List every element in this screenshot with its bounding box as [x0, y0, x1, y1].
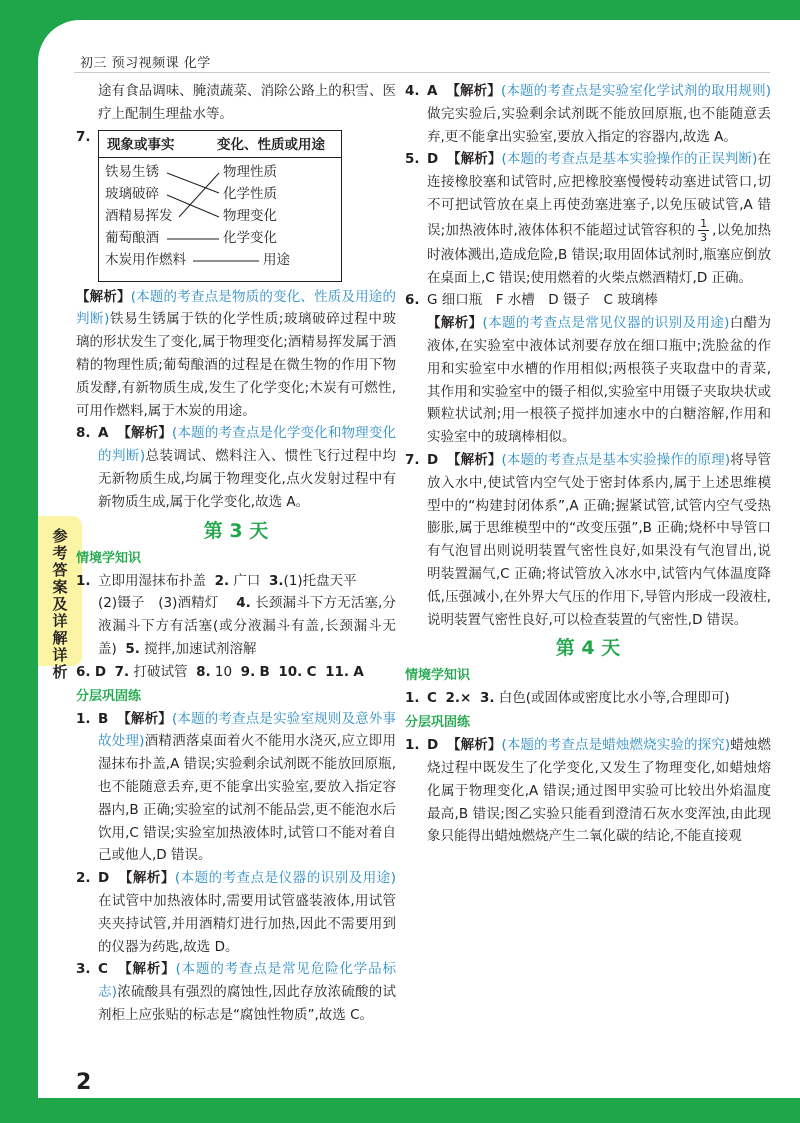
knowledge-1-5: 1. 立即用湿抹布扑盖 2. 广口 3.(1)托盘天平 (2)镊子 (3)酒精灯 4. 长颈漏斗下方无活塞,分液漏斗下方有活塞(或分液漏斗有盖,长颈漏斗无盖) 5. 搅拌,加速试剂溶解 — [76, 572, 396, 657]
match-right-item: 化学变化 — [223, 229, 277, 246]
matching-table — [98, 130, 342, 282]
match-left-item: 玻璃破碎 — [105, 185, 159, 202]
fraction: $\frac{1}{3}$ — [700, 216, 708, 244]
consolidate-6: 6. G 细口瓶 F 水槽 D 镊子 C 玻璃棒 — [405, 292, 658, 309]
day-4-heading: 第 4 天 — [555, 637, 621, 660]
day4-consolidate-1: 1. D 【解析】(本题的考查点是蜡烛燃烧实验的探究)蜡烛燃烧过程中既发生了化学变化,又发生了物理变化,如蜡烛熔化属于物理变化,A 错误;通过图甲实验可比较出外焰温度最高,B 错误;图乙实验只能看到澄清石灰水变浑浊,由此现象只能得出蜡烛燃烧产生二氧化碳的结论,不能直接观 — [405, 737, 771, 845]
match-left-item: 葡萄酿酒 — [105, 229, 159, 246]
match-right-item: 化学性质 — [223, 185, 277, 202]
match-right-item: 用途 — [263, 251, 290, 268]
consolidate-4: 4. A 【解析】(本题的考查点是实验室化学试剂的取用规则)做完实验后,实验剩余试剂既不能放回原瓶,也不能随意丢弃,更不能拿出实验室,要放入指定的容器内,故选 A。 — [405, 83, 771, 145]
section-heading: 情境学知识 — [405, 668, 471, 684]
section-heading: 情境学知识 — [76, 550, 142, 566]
match-line — [167, 195, 219, 217]
left-column: 途有食品调味、腌渍蔬菜、消除公路上的积雪、医疗上配制生理盐水等。 7. 现象或事实 变化、性质或用途 铁易生锈 玻璃破碎 酒精易挥发 葡萄酿酒 木炭用作燃料 物理性质 化学性质 物理变化 化学变化 用途 【解析】(本题的考查点是物质的变化、性质及用途的判断)铁易生锈属于铁的化学性质;玻璃破碎过程中玻璃的形状发生了变化,属于物理变化;酒精易挥发属于酒精的物理性质;葡萄酿酒的过程是在微生物的作用下物质发酵,有新物质生成,发生了化学变化;木炭有可燃性,可用作燃料,属于木炭的用途。 8. A 【解析】(本题的考查点是化学变化和物理变化的判断)总装调试、燃料注入、惯性飞行过程中均无新物质生成,均属于物理变化,点火发射过程中有新物质生成,属于化学变化,故选 A。 第 3 天 情境学知识 1. 立即用湿抹布扑盖 2. 广口 3.(1)托盘天平 (2)镊子 (3)酒精灯 4. 长颈漏斗下方无活塞,分液漏斗下方有活塞(或分液漏斗有盖,长颈漏斗无盖) 5. 搅拌,加速试剂溶解 6. D 7. 打破试管 8. 10 9. B 10. C 11. A 分层巩固练 1. B 【解析】(本题的考查点是实验室规则及意外事故处理)酒精洒落桌面着火不能用水浇灭,应立即用湿抹布扑盖,A 错误;实验剩余试剂既不能放回原瓶,也不能随意丢弃,更不能拿出实验室,要放入指定容器内,B 正确;实验室的试剂不能品尝,更不能泡水后饮用,C 错误;实验室加热液体时,试管口不能对着自己或他人,D 错误。 2. D 【解析】(本题的考查点是仪器的识别及用途)在试管中加热液体时,需要用试管盛装液体,用试管夹夹持试管,并用酒精灯进行加热,因此不需要用到的仪器为药匙,故选 D。 3. C 【解析】(本题的考查点是常见危险化学品标志)浓硫酸具有强烈的腐蚀性,因此存放浓硫酸的试剂柜上应张贴的标志是“腐蚀性物质”,故选 C。 — [76, 80, 396, 1027]
match-line — [167, 173, 219, 193]
consolidate-7: 7. D 【解析】(本题的考查点是基本实验操作的原理)将导管放入水中,使试管内空气处于密封体系内,属于上述思维模型中的“构建封闭体系”,A 正确;握紧试管,试管内空气受热膨胀,属于思维模型中的“改变压强”,B 正确;烧杯中导管口有气泡冒出则说明装置气密性良好,如果没有气泡冒出,说明装置漏气,C 正确;将试管放入冰水中,试管内气体温度降低,压强减小,在外界大气压的作用下,导管内形成一段液柱,说明装置气密性良好,可以检查装置的气密性,D 错误。 — [405, 451, 771, 628]
matching-header-right: 变化、性质或用途 — [217, 136, 325, 153]
day-3-heading: 第 3 天 — [203, 519, 269, 542]
consolidate-2: 2. D 【解析】(本题的考查点是仪器的识别及用途)在试管中加热液体时,需要用试管盛装液体,用试管夹夹持试管,并用酒精灯进行加热,因此不需要用到的仪器为药匙,故选 D。 — [76, 870, 396, 955]
knowledge-6-11: 6. D 7. 打破试管 8. 10 9. B 10. C 11. A — [76, 663, 364, 680]
right-column — [405, 80, 771, 848]
consolidate-3: 3. C 【解析】(本题的考查点是常见危险化学品标志)浓硫酸具有强烈的腐蚀性,因此存放浓硫酸的试剂柜上应张贴的标志是“腐蚀性物质”,故选 C。 — [76, 961, 396, 1023]
consolidate-1: 1. B 【解析】(本题的考查点是实验室规则及意外事故处理)酒精洒落桌面着火不能用水浇灭,应立即用湿抹布扑盖,A 错误;实验剩余试剂既不能放回原瓶,也不能随意丢弃,更不能拿出实验室,要放入指定容器内,B 正确;实验室的试剂不能品尝,更不能泡水后饮用,C 错误;实验室加热液体时,试管口不能对着自己或他人,D 错误。 — [76, 710, 396, 864]
question-8: 8. A 【解析】(本题的考查点是化学变化和物理变化的判断)总装调试、燃料注入、惯性飞行过程中均无新物质生成,均属于物理变化,点火发射过程中有新物质生成,属于化学变化,故选 A。 — [76, 425, 396, 510]
q7-analysis: 【解析】(本题的考查点是物质的变化、性质及用途的判断)铁易生锈属于铁的化学性质;玻璃破碎过程中玻璃的形状发生了变化,属于物理变化;酒精易挥发属于酒精的物理性质;葡萄酿酒的过程是在微生物的作用下物质发酵,有新物质生成,发生了化学变化;木炭有可燃性,可用作燃料,属于木炭的用途。 — [76, 288, 396, 419]
side-tab-label: 参考答案及详解详析 — [52, 527, 68, 681]
intro-text: 途有食品调味、腌渍蔬菜、消除公路上的积雪、医疗上配制生理盐水等。 — [98, 83, 396, 122]
match-left-item: 铁易生锈 — [105, 163, 159, 180]
day4-knowledge: 1. C 2.× 3. 白色(或固体或密度比水小等,合理即可) — [405, 690, 730, 707]
match-right-item: 物理性质 — [223, 163, 277, 180]
matching-lines — [99, 131, 341, 281]
consolidate-6-analysis: 【解析】(本题的考查点是常见仪器的识别及用途)白醋为液体,在实验室中液体试剂要存放在细口瓶中;洗脸盆的作用和实验室中水槽的作用相似;两根筷子夹取盘中的青菜,其作用和实验室中的镊子相似,实验室中用镊子夹取块状或颗粒状试剂;用一根筷子搅拌加速水中的白糖溶解,作用和实验室中的玻璃棒相似。 — [427, 315, 771, 446]
match-right-item: 物理变化 — [223, 207, 277, 224]
consolidate-5: 5. D 【解析】(本题的考查点是基本实验操作的正误判断)在连接橡胶塞和试管时,应把橡胶塞慢慢转动塞进试管口,切不可把试管放在桌上再使劲塞进塞子,以免压破试管,A 错误;加热液体时,液体体积不能超过试管容积的 $\frac{1}{3}$ ,以免加热时液体溅出,造成危险,B 错误;取用固体试剂时,瓶塞应倒放在桌面上,C 错误;使用燃着的火柴点燃酒精灯,D 正确。 — [405, 151, 772, 286]
match-left-item: 酒精易挥发 — [105, 207, 173, 224]
page-header: 初三 预习视频课 化学 — [80, 56, 211, 71]
header-divider — [74, 72, 770, 73]
section-heading: 分层巩固练 — [76, 688, 142, 704]
section-heading: 分层巩固练 — [405, 715, 471, 731]
match-left-item: 木炭用作燃料 — [105, 251, 186, 268]
page-number: 2 — [76, 1070, 92, 1095]
matching-header-left: 现象或事实 — [107, 136, 175, 153]
